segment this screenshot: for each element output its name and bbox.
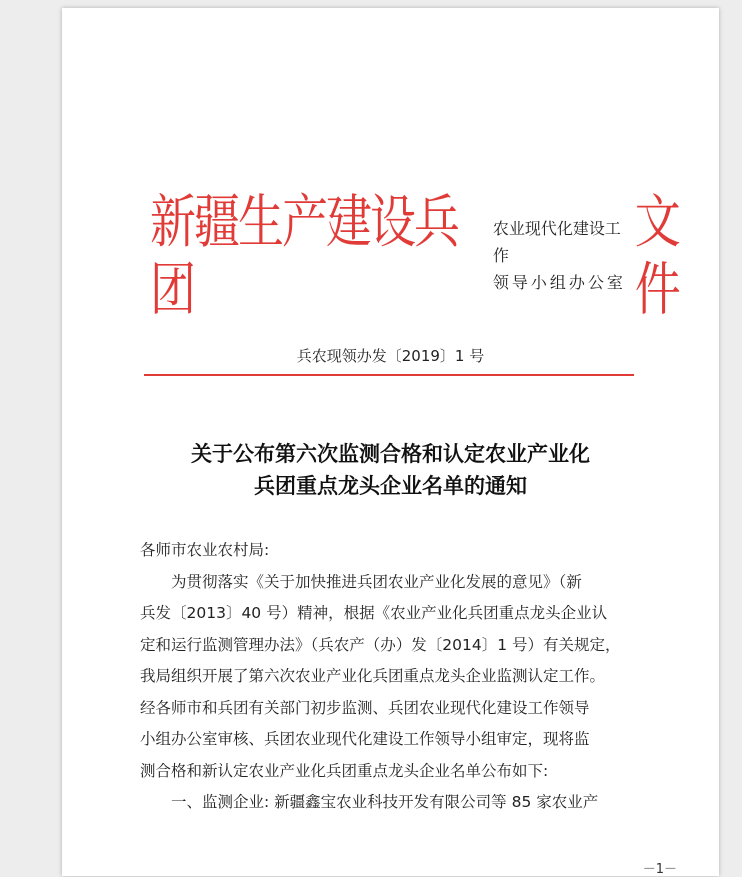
title-line-2: 兵团重点龙头企业名单的通知: [254, 473, 527, 498]
body-line: 一、监测企业: 新疆鑫宝农业科技开发有限公司等 85 家农业产: [171, 793, 599, 811]
title-line-1: 关于公布第六次监测合格和认定农业产业化: [191, 441, 590, 466]
body-line: 测合格和新认定农业产业化兵团重点龙头企业名单公布如下:: [140, 761, 549, 780]
salutation: 各师市农业农村局:: [140, 541, 270, 559]
doc-word: 文件: [634, 187, 679, 323]
body-line: 定和运行监测管理办法》（兵农产（办）发〔2014〕1 号）有关规定，: [140, 635, 621, 654]
document-number: 兵农现领办发〔2019〕1 号: [296, 347, 485, 365]
red-separator-line: [144, 374, 634, 376]
org-name: 新疆生产建设兵团: [150, 187, 458, 323]
office-line-2: 领导小组办公室: [492, 272, 626, 292]
document-body: [140, 535, 640, 819]
page-number: －1－: [642, 862, 677, 877]
body-line: 为贯彻落实《关于加快推进兵团农业产业化发展的意见》（新: [171, 572, 582, 591]
body-line: 小组办公室审核、兵团农业现代化建设工作领导小组审定，现将监: [140, 730, 590, 748]
body-line: 我局组织开展了第六次农业产业化兵团重点龙头企业监测认定工作。: [140, 667, 606, 685]
document-title: [62, 438, 719, 502]
body-line: 兵发〔2013〕40 号）精神，根据《农业产业化兵团重点龙头企业认: [140, 604, 608, 622]
body-line: 经各师市和兵团有关部门初步监测、兵团农业现代化建设工作领导: [140, 698, 590, 717]
office-line-1: 农业现代化建设工作: [492, 218, 621, 265]
document-header: [150, 187, 719, 323]
office-name: [493, 215, 631, 296]
document-page: [62, 8, 719, 876]
